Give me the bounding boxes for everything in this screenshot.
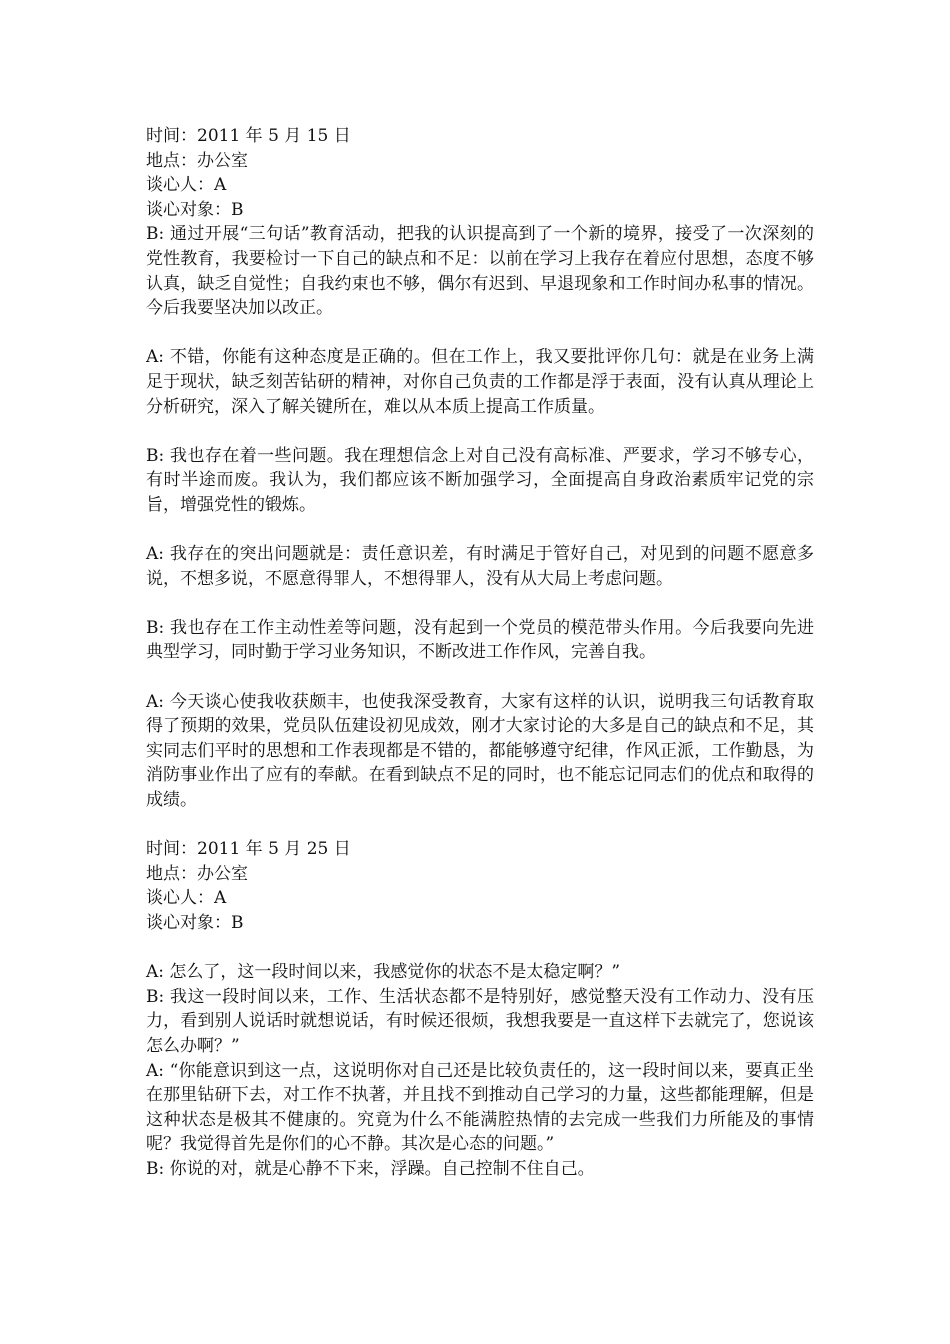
session1-paragraph-2: A: 不错，你能有这种态度是正确的。但在工作上，我又要批评你几句：就是在业务上满足于现状，缺乏刻苦钻研的精神，对你自己负责的工作都是浮于表面，没有认真从理论上分析研究，深入了解关键所在，难以从本质上提高工作质量。 [146,347,814,417]
session2-talker: 谈心人：A [146,888,227,909]
paragraph-gap [146,321,814,346]
session1-paragraph-6: A: 今天谈心使我收获颇丰，也使我深受教育，大家有这样的认识，说明我三句话教育取得了预期的效果，党员队伍建设初见成效，刚才大家讨论的大多是自己的缺点和不足，其实同志们平时的思想和工作表现都是不错的，都能够遵守纪律，作风正派，工作勤恳，为消防事业作出了应有的奉献。在看到缺点不足的同时，也不能忘记同志们的优点和取得的成绩。 [146,691,814,811]
paragraph-gap [146,665,814,690]
session2-target: 谈心对象：B [146,913,244,933]
session2-place: 地点：办公室 [146,863,248,884]
session2-paragraph-1: A: 怎么了，这一段时间以来，我感觉你的状态不是太稳定啊？” [146,962,621,983]
paragraph-gap [146,813,814,838]
session2-paragraph-3: A: “你能意识到这一点，这说明你对自己还是比较负责任的，这一段时间以来，要真正坐在那里钻研下去，对工作不执著，并且找不到推动自己学习的力量，这些都能理解，但是这种状态是极其不健康的。究竟为什么不能满腔热情的去完成一些我们力所能及的事情呢？我觉得首先是你们的心不静。其次是心态的问题。” [146,1060,814,1155]
session2-paragraph-4: B: 你说的对，就是心静不下来，浮躁。自己控制不住自己。 [146,1158,595,1179]
paragraph-gap [146,419,814,444]
paragraph-gap [146,591,814,616]
session1-paragraph-3: B: 我也存在着一些问题。我在理想信念上对自己没有高标准、严要求，学习不够专心，有时半途而废。我认为，我们都应该不断加强学习，全面提高自身政治素质牢记党的宗旨，增强党性的锻炼。 [146,445,814,515]
session1-paragraph-4: A: 我存在的突出问题就是：责任意识差，有时满足于管好自己，对见到的问题不愿意多说，不想多说，不愿意得罪人，不想得罪人，没有从大局上考虑问题。 [146,544,814,589]
session1-time: 时间：2011 年 5 月 15 日 [146,126,351,146]
paragraph-gap [146,518,814,543]
session1-paragraph-5: B: 我也存在工作主动性差等问题，没有起到一个党员的模范带头作用。今后我要向先进典型学习，同时勤于学习业务知识，不断改进工作作风，完善自我。 [146,617,814,663]
session1-talker: 谈心人：A [146,175,227,196]
paragraph-gap [146,936,814,961]
session2-time: 时间：2011 年 5 月 25 日 [146,839,351,860]
session1-paragraph-1: B: 通过开展“三句话”教育活动，把我的认识提高到了一个新的境界，接受了一次深刻的党性教育，我要检讨一下自己的缺点和不足：以前在学习上我存在着应付思想，态度不够认真，缺乏自觉性；自我约束也不够，偶尔有迟到、早退现象和工作时间办私事的情况。今后我要坚决加以改正。 [146,224,814,319]
session1-place: 地点：办公室 [146,150,248,171]
session2-paragraph-2: B: 我这一段时间以来，工作、生活状态都不是特别好，感觉整天没有工作动力、没有压力，看到别人说话时就想说话，有时候还很烦，我想我要是一直这样下去就完了，您说该怎么办啊？” [146,986,814,1056]
document-page [146,124,814,1182]
session1-target: 谈心对象：B [146,199,244,220]
